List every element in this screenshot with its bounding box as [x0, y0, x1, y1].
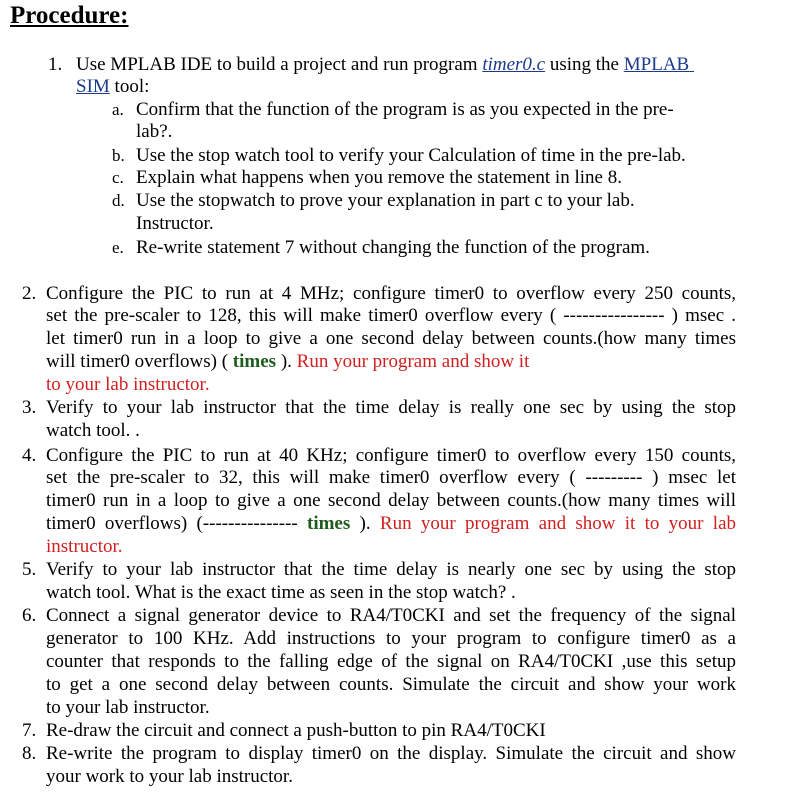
item-text-line: counter that responds to the falling edge of the signal on RA4/T0CKI ,use this setup [46, 651, 736, 672]
text-run: will timer0 overflows) ( [46, 351, 233, 372]
item-text-line: watch tool. . [46, 420, 140, 441]
item-number: 8. [22, 743, 37, 764]
instruction-red: instructor. [46, 536, 123, 557]
item-text-line: let timer0 run in a loop to give a one second delay between counts.(how many times [46, 328, 736, 349]
text-run: tool: [109, 76, 150, 97]
item-text-line [46, 513, 736, 535]
item-text-line: generator to 100 KHz. Add instructions to your program to configure timer0 as a [46, 628, 736, 649]
sub-item-letter: e. [112, 238, 124, 257]
instruction-red: to your lab instructor. [46, 374, 210, 395]
text-run: ). [350, 513, 380, 534]
sub-item-text: Instructor. [136, 213, 214, 234]
item-number: 4. [22, 445, 37, 466]
item-text-line: Configure the PIC to run at 4 MHz; configure timer0 to overflow every 250 counts, [46, 283, 736, 304]
item-number: 6. [22, 605, 37, 626]
item-text-line [76, 54, 694, 76]
page-title: Procedure: [10, 2, 129, 29]
item-number: 3. [22, 397, 37, 418]
item-number: 7. [22, 720, 37, 741]
item-text-line: Verify to your lab instructor that the time delay is really one sec by using the stop [46, 397, 736, 418]
sub-item-text: Re-write statement 7 without changing the function of the program. [136, 237, 650, 258]
link-trailing-space [689, 54, 694, 75]
times-label: times [307, 513, 351, 534]
sub-item-text: lab?. [136, 121, 173, 142]
item-text-line: to get a one second delay between counts. Simulate the circuit and show your work [46, 674, 736, 695]
sub-item-letter: d. [112, 191, 125, 210]
item-text-line: your work to your lab instructor. [46, 766, 293, 787]
item-text-line [46, 351, 529, 373]
text-run: ). [276, 351, 297, 372]
sim-link[interactable]: SIM [76, 76, 110, 97]
item-text-line: Verify to your lab instructor that the time delay is nearly one sec by using the stop [46, 559, 736, 580]
sub-item-text: Confirm that the function of the program is as you expected in the pre- [136, 99, 674, 120]
item-text-line: Re-draw the circuit and connect a push-button to pin RA4/T0CKI [46, 720, 546, 741]
item-number: 5. [22, 559, 37, 580]
item-text-line: Configure the PIC to run at 40 KHz; configure timer0 to overflow every 150 counts, [46, 445, 736, 466]
item-number: 2. [22, 283, 37, 304]
text-run: Use MPLAB IDE to build a project and run program [76, 54, 483, 75]
text-run: timer0 overflows) (--------------- [46, 513, 307, 534]
times-label: times [232, 351, 277, 372]
sub-item-text: Use the stop watch tool to verify your Calculation of time in the pre-lab. [136, 145, 686, 166]
item-text-line: watch tool. What is the exact time as seen in the stop watch? . [46, 582, 516, 603]
text-run: using the [545, 54, 624, 75]
item-text-line [76, 76, 149, 98]
mplab-link[interactable]: MPLAB [623, 54, 690, 75]
item-text-line: set the pre-scaler to 128, this will make timer0 overflow every ( ---------------- ) msec . [46, 305, 736, 326]
instruction-red: Run your program and show it [296, 351, 530, 372]
instruction-red: Run your program and show it to your lab [379, 513, 737, 534]
sub-item-letter: a. [112, 100, 124, 119]
item-text-line: set the pre-scaler to 32, this will make timer0 overflow every ( --------- ) msec let [46, 467, 736, 488]
program-file-link[interactable]: timer0.c [482, 54, 546, 75]
item-text-line: Connect a signal generator device to RA4/T0CKI and set the frequency of the signal [46, 605, 736, 626]
item-text-line: timer0 run in a loop to give a one second delay between counts.(how many times will [46, 490, 736, 511]
sub-item-letter: b. [112, 146, 125, 165]
item-text-line: to your lab instructor. [46, 697, 210, 718]
item-number: 1. [48, 54, 63, 75]
item-text-line: Re-write the program to display timer0 on the display. Simulate the circuit and show [46, 743, 736, 764]
sub-item-letter: c. [112, 168, 124, 187]
sub-item-text: Use the stopwatch to prove your explanation in part c to your lab. [136, 190, 635, 211]
sub-item-text: Explain what happens when you remove the statement in line 8. [136, 167, 622, 188]
